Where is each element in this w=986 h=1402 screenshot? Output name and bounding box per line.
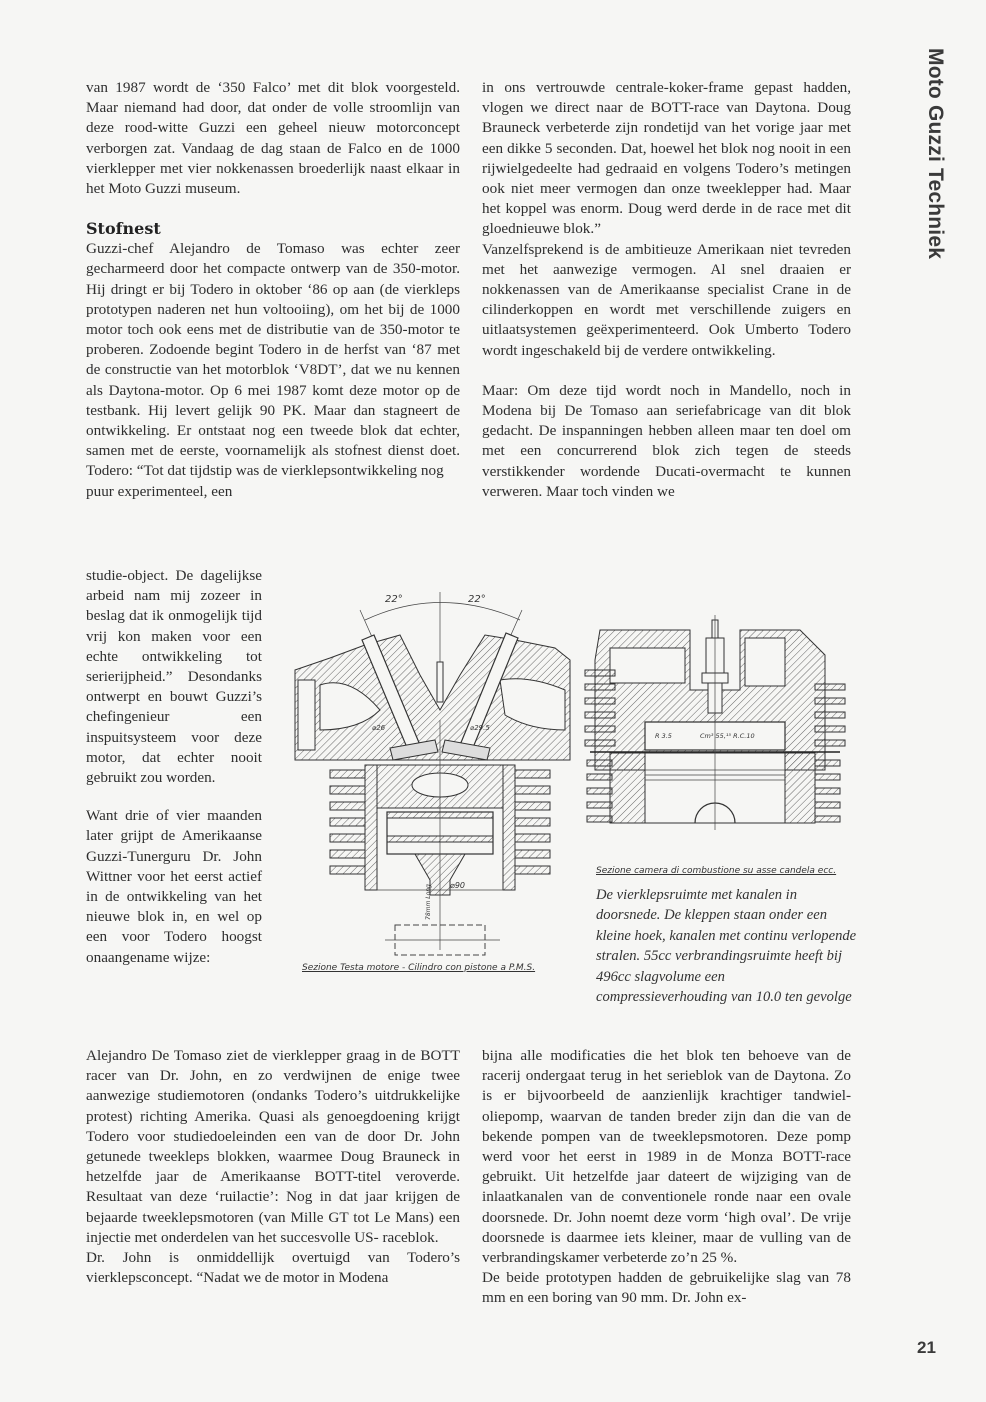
right-drawing-label: Sezione camera di combustione su asse candela ecc.	[596, 866, 837, 876]
paragraph: Alejandro De Tomaso ziet de vierklepper graag in de BOTT racer van Dr. John, en zo verdwijnen de enige twee aanwezige studiemotoren (ondanks Todero’s uitdrukkelijke protest) richting Amerika. Quasi als genoegdoening krijgt Todero voor studiedoeleinden een van de door Dr. John getunede tweekleps blokken, waarmee Doug Brauneck in hetzelfde jaar de Amerikaanse BOTT-titel veroverde. Resultaat van deze ‘ruilactie’: Nog in dat jaar krijgen de bejaarde tweeklepsmotoren (van Mille GT tot Le Mans) een injectie met onderdelen van het succesvolle US- raceblok.	[86, 1047, 460, 1246]
chamber-volume-dim: Cm³ 55,¹⁵ R.C.10	[700, 732, 755, 740]
section-title-vertical: Moto Guzzi Techniek	[924, 48, 947, 260]
cylinder-fins-right	[515, 770, 550, 874]
paragraph: van 1987 wordt de ‘350 Falco’ met dit blok voorgesteld. Maar niemand had door, dat onder de volle stroomlijn van deze rood-witte Guzzi een geheel nieuw motorconcept verborgen zat. Vandaag de dag staan de Falco en de 1000 vierklepper met vier nokkenassen broederlijk naast elkaar in het Moto Guzzi museum.	[86, 79, 460, 198]
left-column-narrow	[86, 566, 262, 968]
paragraph: De beide prototypen hadden de gebruikelijke slag van 78 mm en een boring van 90 mm. Dr. John ex-	[482, 1269, 851, 1307]
valve-left-dim: ⌀26	[372, 724, 386, 732]
paragraph: Maar: Om deze tijd wordt noch in Mandello, noch in Modena bij De Tomaso aan seriefabricage van dit blok gedacht. De inspanningen hebben alleen maar ten doel om met een concurrerend blok zich tegen de steeds verstikkender wordende Ducati-overmacht te kunnen verweren. Maar toch vinden we	[482, 381, 851, 500]
paragraph: Vanzelfsprekend is de ambitieuze Amerikaan niet tevreden met het aanwezige vermogen. Al snel draaien er nokkenassen van de Amerikaanse specialist Crane in de cilinderkoppen en wordt met verschillende zuigers en uitlaatsystemen geëxperimenteerd. Ook Umberto Todero wordt ingeschakeld bij de verdere ontwikkeling.	[482, 240, 851, 359]
paragraph-line: puur experimenteel, een	[86, 482, 233, 500]
figure-caption: De vierklepsruimte met kanalen in doorsnede. De kleppen staan onder een kleine hoek, kanalen met continu verlopende stralen. 55cc verbrandingsruimte heeft bij 496cc slagvolume een compressieverhouding van 10.0 ten gevolge	[596, 887, 857, 1006]
angle-left-label: 22°	[385, 594, 403, 605]
radius-dim: R 3.5	[655, 732, 672, 740]
valve-angle-arc	[365, 603, 520, 621]
section-heading: Stofnest	[86, 219, 161, 239]
paragraph: studie-object. De dagelijkse arbeid nam mij zozeer in beslag dat ik onmogelijk tijd vrij kon maken voor een echte ontwikkeling tot serierijpheid.” Desondanks ontwerpt en bouwt Guzzi’s chefingenieur een inspuitsysteem voor deze motor, dat echter nooit gebruikt zou worden.	[86, 567, 262, 787]
left-column-top	[86, 78, 460, 502]
left-column-bottom	[86, 1046, 460, 1288]
paragraph: Guzzi-chef Alejandro de Tomaso was echter zeer gecharmeerd door het compacte ontwerp van de 350-motor. Hij dringt er bij Todero in oktober ‘86 op aan (de vierkleps prototypen naderen net hun voltooiing), om het bij de 1000 motor toch ook eens met de distributie van de 350-motor te proberen. Zodoende begint Todero in de herfst van ‘87 met de constructie van het motorblok ‘V8DT’, dat we nu kennen als Daytona-motor. Op 6 mei 1987 komt deze motor op de testbank. Hij levert gelijk 90 PK. Maar dan stagneert de ontwikkeling. Er ontstaat nog een tweede blok dat echter, samen met de eerste, voornamelijk als stofnest dienst doet. Todero: “Tot dat tijdstip was de vierklepsontwikkeling nog	[86, 240, 460, 480]
paragraph: Dr. John is onmiddellijk overtuigd van Todero’s vierklepsconcept. “Nadat we de motor in Modena	[86, 1249, 460, 1287]
left-drawing-label: Sezione Testa motore - Cilindro con pistone a P.M.S.	[302, 963, 536, 973]
paragraph: in ons vertrouwde centrale-koker-frame gepast hadden, vlogen we direct naar de BOTT-race van Daytona. Doug Brauneck verbeterde zijn rondetijd van het vorige jaar met een dikke 5 seconden. Dat, hoewel het blok nog nooit in een rijwielgedeelte had gedraaid en volgens Todero’s metingen ook niet meer vermogen dan onze tweeklepper had. Maar het koppel was enorm. Doug werd derde in de race met dit gloednieuwe blok.”	[482, 79, 851, 238]
page-number: 21	[917, 1338, 936, 1357]
right-column-top	[482, 78, 851, 502]
right-column-bottom	[482, 1046, 851, 1309]
angle-right-label: 22°	[468, 594, 486, 605]
paragraph: bijna alle modificaties die het blok ten behoeve van de racerij ondergaat terug in het serieblok van de Daytona. Zo is er bijvoorbeeld de aanzienlijk krachtiger tandwiel-oliepomp, waarvan de tanden breder zijn dan die van de bekende pompen van de tweeklepsmotoren. Deze pomp werd voor het eerst in 1989 in de Monza BOTT-race gebruikt. Uit hetzelfde jaar dateert de wijziging van de inlaatkanalen van de conventionele ronde naar een ovale doorsnede. Dr. John noemt deze vorm ‘high oval’. De vrije doorsnede is daarmee iets kleiner, maar de vulling van de verbrandingskamer verbeterde zo’n 25 %.	[482, 1047, 851, 1267]
combustion-chamber-section-drawing	[585, 615, 845, 830]
valve-right-dim: ⌀29.5	[470, 724, 490, 732]
bore-dim: ⌀90	[450, 881, 465, 890]
paragraph: Want drie of vier maanden later grijpt de Amerikaanse Guzzi-Tunerguru Dr. John Wittner voor het eerst actief in de ontwikkeling van het nieuwe blok in, en wel op een voor Todero hoogst onaangename wijze:	[86, 807, 262, 966]
stroke-dim: 78mm Long	[425, 884, 432, 920]
cylinder-fins-left	[330, 770, 365, 874]
cylinder-head-section-drawing	[295, 592, 570, 955]
